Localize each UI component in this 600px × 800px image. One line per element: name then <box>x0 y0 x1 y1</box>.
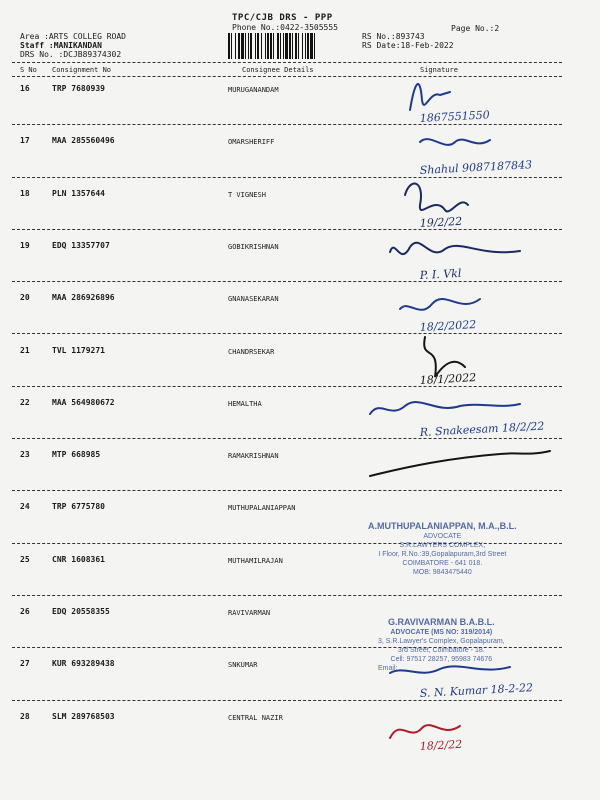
col-consignment: Consignment No <box>52 66 112 74</box>
row-consignee-name: MUTHAMILRAJAN <box>228 556 283 565</box>
area-label: Area :ARTS COLLEG ROAD <box>20 32 126 41</box>
row-consignment-number: TRP 6775780 <box>52 502 105 512</box>
row-serial-number: 28 <box>20 711 30 721</box>
signature-text: S. N. Kumar 18-2-22 <box>419 681 534 701</box>
advocate-stamp <box>378 618 505 673</box>
row-consignment-number: MAA 286926896 <box>52 293 115 303</box>
stamp-line: I Floor, R.No.:39,Gopalapuram,3rd Street <box>378 551 507 558</box>
row-consignee-name: GNANASEKARAN <box>228 295 279 304</box>
advocate-stamp <box>368 522 517 577</box>
staff-label: Staff :MANIKANDAN <box>20 41 102 50</box>
barcode <box>228 33 358 59</box>
stamp-line: S.R.LAWYERS COMPLEX, <box>399 542 486 549</box>
page-number: Page No.:2 <box>451 24 500 33</box>
col-signature: Signature <box>420 66 458 74</box>
row-consignee-name: CENTRAL NAZIR <box>228 713 283 722</box>
stamp-line: Cell: 97517 28257, 95983 74676 <box>390 656 493 663</box>
row-consignee-name: CHANDRSEKAR <box>228 347 275 356</box>
signature-stroke <box>410 84 450 110</box>
row-consignment-number: MAA 285560496 <box>52 136 115 146</box>
row-consignee-name: HEMALTHA <box>228 399 262 408</box>
signature-text: 18/2/22 <box>419 737 463 753</box>
stamp-line: ADVOCATE (MS NO: 319/2014) <box>390 629 493 636</box>
drs-number: DRS No. :DCJB89374302 <box>20 50 122 59</box>
rs-number: RS No.:893743 <box>362 32 425 41</box>
divider <box>12 62 562 63</box>
row-consignee-name: RAMAKRISHNAN <box>228 452 279 461</box>
signature-text: R. Snakeesam 18/2/22 <box>419 419 545 439</box>
stamp-line: 3, S.R.Lawyer's Complex, Gopalapuram, <box>378 638 505 645</box>
row-serial-number: 22 <box>20 397 30 407</box>
row-consignee-name: T VIGNESH <box>228 190 266 199</box>
signature-stroke <box>370 451 550 476</box>
row-serial-number: 18 <box>20 188 30 198</box>
row-consignment-number: SLM 289768503 <box>52 711 115 721</box>
signature-text: P. I. Vkl <box>419 266 462 282</box>
stamp-name: A.MUTHUPALANIAPPAN, M.A.,B.L. <box>368 521 517 531</box>
signature-text: 18/1/2022 <box>419 370 477 387</box>
row-consignment-number: MTP 668985 <box>52 450 101 460</box>
row-consignment-number: TRP 7680939 <box>52 84 105 93</box>
signature-stroke <box>390 243 520 254</box>
row-consignment-number: CNR 1608361 <box>52 554 105 564</box>
signature-stroke <box>370 402 520 414</box>
row-consignee-name: RAVIVARMAN <box>228 609 271 617</box>
signature-stroke <box>400 299 480 310</box>
row-serial-number: 16 <box>20 84 30 93</box>
rs-date: RS Date:18-Feb-2022 <box>362 41 454 50</box>
row-consignment-number: EDQ 20558355 <box>52 607 110 616</box>
row-consignee-name: MUTHUPALANIAPPAN <box>228 504 296 513</box>
phone-number: Phone No.:0422-3505555 <box>232 23 338 32</box>
row-serial-number: 26 <box>20 607 30 616</box>
signature-stroke <box>390 725 460 738</box>
row-serial-number: 19 <box>20 240 30 250</box>
row-consignment-number: MAA 564980672 <box>52 397 115 407</box>
row-consignment-number: TVL 1179271 <box>52 345 105 355</box>
signature-stroke <box>420 139 490 145</box>
stamp-line: MOB: 9843475440 <box>412 569 472 576</box>
row-consignment-number: PLN 1357644 <box>52 188 105 198</box>
signature-text: 18/2/2022 <box>419 318 477 335</box>
row-consignment-number: EDQ 13357707 <box>52 240 110 250</box>
row-consignment-number: KUR 693289438 <box>52 659 115 669</box>
signature-stroke <box>405 183 468 211</box>
row-serial-number: 21 <box>20 345 30 355</box>
row-serial-number: 27 <box>20 659 30 669</box>
row-serial-number: 20 <box>20 293 30 303</box>
row-serial-number: 25 <box>20 554 30 564</box>
row-consignee-name: SNKUMAR <box>228 661 258 670</box>
row-consignee-name: GOBIKRISHNAN <box>228 242 279 251</box>
row-consignee-name: MURUGANANDAM <box>228 86 279 94</box>
signature-text: Shahul 9087187843 <box>419 158 533 178</box>
stamp-line: ADVOCATE <box>423 533 462 540</box>
table-row <box>0 712 600 780</box>
col-consignee: Consignee Details <box>242 66 314 74</box>
col-sno: S No <box>20 66 37 74</box>
signature-text: 1867551550 <box>419 108 491 125</box>
sheet-title: TPC/CJB DRS - PPP <box>232 13 333 23</box>
row-serial-number: 17 <box>20 136 30 146</box>
signature <box>350 698 580 760</box>
row-serial-number: 24 <box>20 502 30 512</box>
barcode-bar <box>315 33 317 59</box>
stamp-line: 3rd Street, Coimbatore - 18. <box>397 647 485 654</box>
stamp-name: G.RAVIVARMAN B.A.B.L. <box>387 617 495 627</box>
row-serial-number: 23 <box>20 450 30 460</box>
stamp-line: COIMBATORE - 641 018. <box>402 560 483 567</box>
signature-text: 19/2/22 <box>419 214 463 230</box>
stamp-line: Email: <box>378 665 398 672</box>
row-consignee-name: OMARSHERIFF <box>228 138 275 147</box>
